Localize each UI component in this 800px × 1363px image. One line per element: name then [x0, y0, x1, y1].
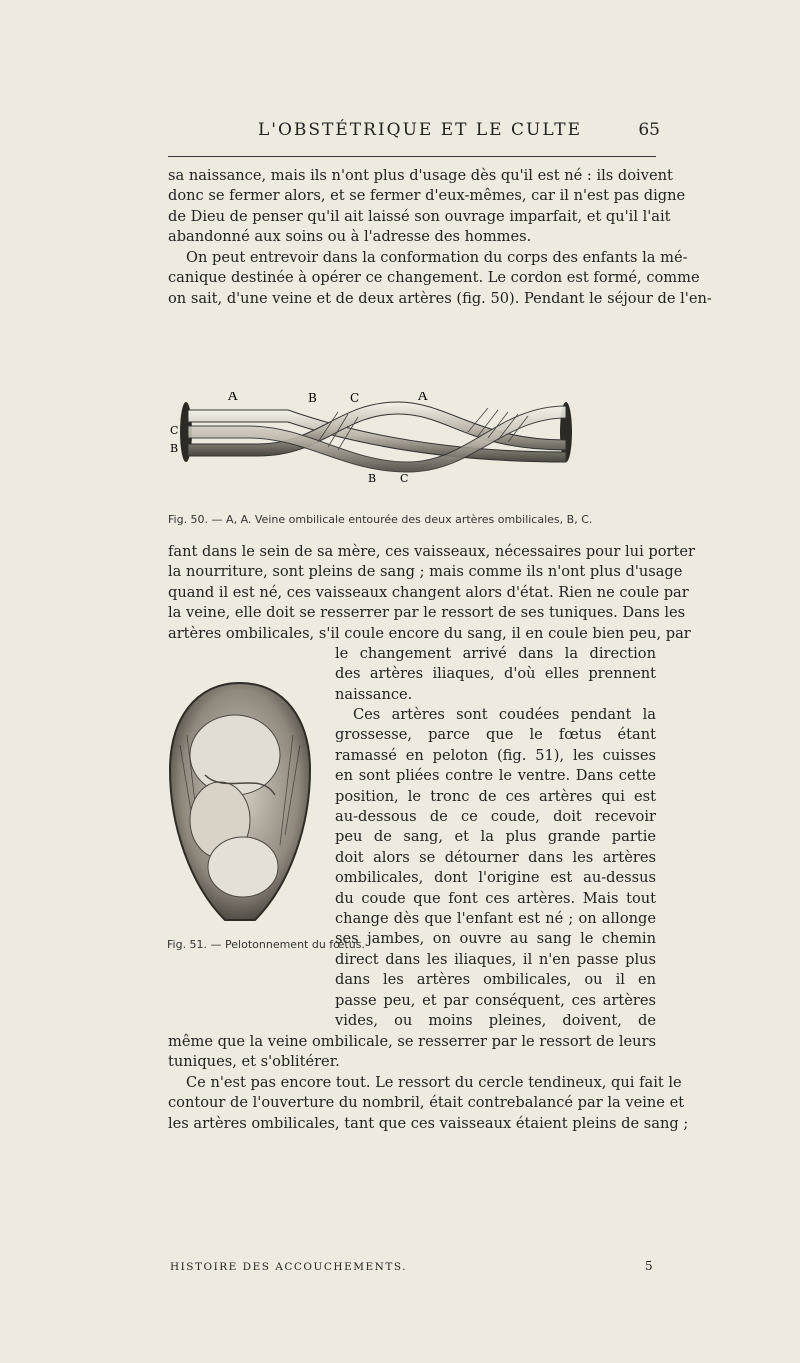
text-line: ses jambes, on ouvre au sang le chemin: [335, 930, 656, 948]
text-line: au-dessous de ce coude, doit recevoir: [335, 808, 656, 826]
text-line: position, le tronc de ces artères qui est: [335, 787, 656, 805]
page-number: 65: [638, 120, 660, 140]
text-line: doit alors se détourner dans les artères: [335, 848, 656, 866]
umbilical-cord-illustration: [168, 392, 588, 487]
running-title: L'OBSTÉTRIQUE ET LE CULTE: [258, 120, 582, 140]
figure-51-foetus: [165, 675, 315, 930]
label-A-right: A: [418, 392, 428, 404]
figure-50-umbilical-cord: [168, 392, 588, 487]
text-line: ombilicales, dont l'origine est au-dessus: [335, 869, 656, 887]
text-line: des artères iliaques, d'où elles prennent: [335, 665, 656, 683]
paragraph-3: [168, 542, 695, 644]
label-C-top: C: [350, 392, 360, 405]
text-line: Ce n'est pas encore tout. Le ressort du cercle tendineux, qui fait le: [186, 1074, 682, 1091]
text-line: change dès que l'enfant est né ; on allonge: [335, 910, 656, 928]
paragraph-5: [168, 1073, 689, 1134]
text-line: contour de l'ouverture du nombril, était contrebalancé par la veine et: [168, 1094, 685, 1112]
text-line: tuniques, et s'oblitérer.: [168, 1053, 340, 1071]
label-C-left: C: [170, 424, 179, 437]
label-B-left: B: [170, 442, 179, 455]
text-line: artères ombilicales, s'il coule encore du sang, il en coule bien peu, par: [168, 624, 691, 642]
text-line: sa naissance, mais ils n'ont plus d'usage dès qu'il est né : ils doivent: [168, 167, 673, 184]
label-B-top: B: [308, 392, 317, 405]
text-line: le changement arrivé dans la direction: [335, 645, 656, 662]
text-line: vides, ou moins pleines, doivent, de: [335, 1012, 656, 1030]
figure-51-caption: Fig. 51. — Pelotonnement du fœtus.: [167, 938, 365, 951]
label-A-left: A: [228, 392, 238, 404]
foetus-head: [208, 837, 278, 897]
running-header: [170, 120, 670, 150]
text-line: ramassé en peloton (fig. 51), les cuisses: [335, 746, 656, 764]
text-line: du coude que font ces artères. Mais tout: [335, 889, 656, 907]
text-line: on sait, d'une veine et de deux artères (fig. 50). Pendant le séjour de l'en-: [168, 289, 712, 307]
text-line: On peut entrevoir dans la conformation du corps des enfants la mé-: [186, 249, 688, 266]
text-line: naissance.: [335, 685, 413, 703]
paragraph-2: [168, 248, 712, 309]
paragraph-4-continued: [168, 1032, 656, 1073]
foetus-illustration: [165, 675, 315, 930]
footer-signature-number: 5: [645, 1259, 653, 1273]
text-line: de Dieu de penser qu'il ait laissé son ouvrage imparfait, et qu'il l'ait: [168, 207, 671, 225]
text-line: abandonné aux soins ou à l'adresse des hommes.: [168, 228, 532, 246]
footer-signature: HISTOIRE DES ACCOUCHEMENTS.: [170, 1261, 408, 1273]
text-line: Ces artères sont coudées pendant la: [353, 706, 656, 723]
text-line: canique destinée à opérer ce changement. Le cordon est formé, comme: [168, 269, 700, 287]
label-C-bottom: C: [400, 472, 409, 485]
text-line: passe peu, et par conséquent, ces artères: [335, 991, 656, 1009]
text-line: peu de sang, et la plus grande partie: [335, 828, 656, 846]
text-line: direct dans les iliaques, il n'en passe plus: [335, 950, 656, 968]
text-line: la veine, elle doit se resserrer par le ressort de ses tuniques. Dans les: [168, 604, 686, 622]
label-B-bottom: B: [368, 472, 377, 485]
column-paragraph-3: [335, 644, 656, 705]
text-line: donc se fermer alors, et se fermer d'eux-mêmes, car il n'est pas digne: [168, 187, 686, 205]
text-line: même que la veine ombilicale, se resserrer par le ressort de leurs: [168, 1033, 656, 1050]
text-line: quand il est né, ces vaisseaux changent alors d'état. Rien ne coule par: [168, 583, 689, 601]
text-line: grossesse, parce que le fœtus étant: [335, 726, 656, 744]
text-line: dans les artères ombilicales, ou il en: [335, 971, 656, 989]
text-line: les artères ombilicales, tant que ces vaisseaux étaient pleins de sang ;: [168, 1114, 689, 1132]
column-paragraph-4: [335, 705, 656, 1032]
paragraph-1: [168, 166, 686, 248]
text-line: fant dans le sein de sa mère, ces vaisseaux, nécessaires pour lui porter: [168, 543, 695, 560]
figure-50-caption: Fig. 50. — A, A. Veine ombilicale entourée des deux artères ombilicales, B, C.: [168, 513, 593, 526]
text-line: la nourriture, sont pleins de sang ; mais comme ils n'ont plus d'usage: [168, 563, 683, 581]
header-rule: [168, 156, 656, 157]
text-line: en sont pliées contre le ventre. Dans cette: [335, 767, 656, 785]
